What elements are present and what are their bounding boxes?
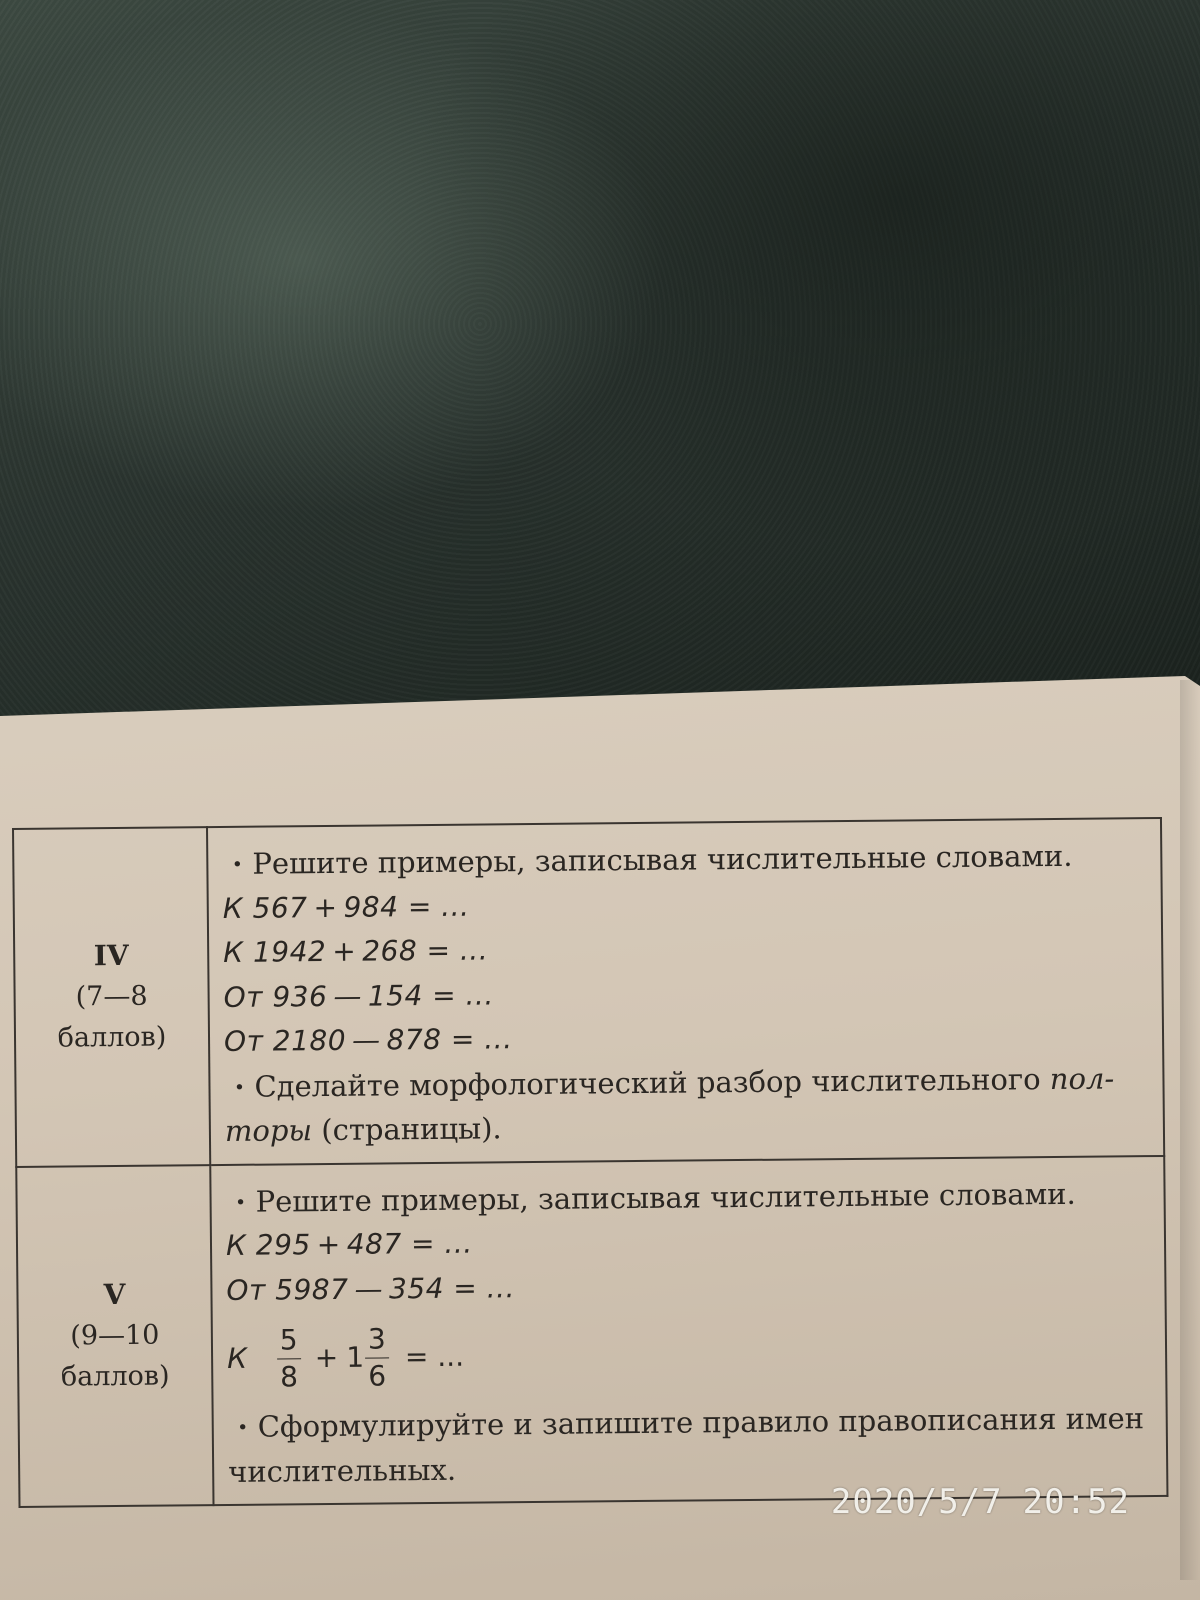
example-line: От 5987 — 354 = ... xyxy=(226,1270,516,1307)
timestamp-time: 20:52 xyxy=(1022,1482,1130,1522)
tasks-cell-v xyxy=(210,1155,1167,1505)
points-word: баллов) xyxy=(57,1021,167,1054)
table-row-level-iv xyxy=(13,818,1164,1167)
level-label: V xyxy=(103,1278,126,1312)
tasks-cell-iv xyxy=(207,818,1164,1165)
assignment-table xyxy=(12,817,1168,1508)
fraction-example: К $\frac{5}{8}$ + 1 $\frac{3}{6}$ = ... xyxy=(227,1304,1152,1405)
example-line: К 295 + 487 = ... xyxy=(225,1226,473,1262)
task-instruction: · Сделайте морфологический разбор числительного пол- xyxy=(224,1056,1148,1109)
points-word: баллов) xyxy=(60,1360,170,1393)
points-range: (9—10 xyxy=(70,1319,160,1352)
level-cell-v xyxy=(16,1165,213,1507)
task-instruction: · Решите примеры, записывая числительные словами. xyxy=(225,1171,1149,1224)
task-instruction: · Решите примеры, записывая числительные словами. xyxy=(222,833,1146,886)
level-label: IV xyxy=(93,939,129,973)
points-range: (7—8 xyxy=(75,980,148,1013)
timestamp-date: 2020/5/7 xyxy=(830,1482,1003,1522)
task-instruction-continuation: торы (страницы). xyxy=(224,1111,502,1148)
fraction: $\frac{3}{6}$ xyxy=(365,1321,390,1394)
notebook-cover xyxy=(0,0,1200,720)
example-line: От 2180 — 878 = ... xyxy=(223,1022,513,1058)
example-line: От 936 — 154 = ... xyxy=(223,977,494,1014)
level-cell-iv xyxy=(13,827,210,1166)
fraction: $\frac{5}{8}$ xyxy=(277,1322,302,1395)
example-line: К 567 + 984 = ... xyxy=(222,889,470,925)
camera-timestamp xyxy=(831,1482,1130,1522)
page-edge-shadow xyxy=(1180,680,1200,1580)
table-row-level-v xyxy=(16,1155,1167,1507)
example-line: К 1942 + 268 = ... xyxy=(223,933,489,969)
task-instruction: · Сформулируйте и запишите правило правописания имен числительных. xyxy=(228,1396,1153,1494)
